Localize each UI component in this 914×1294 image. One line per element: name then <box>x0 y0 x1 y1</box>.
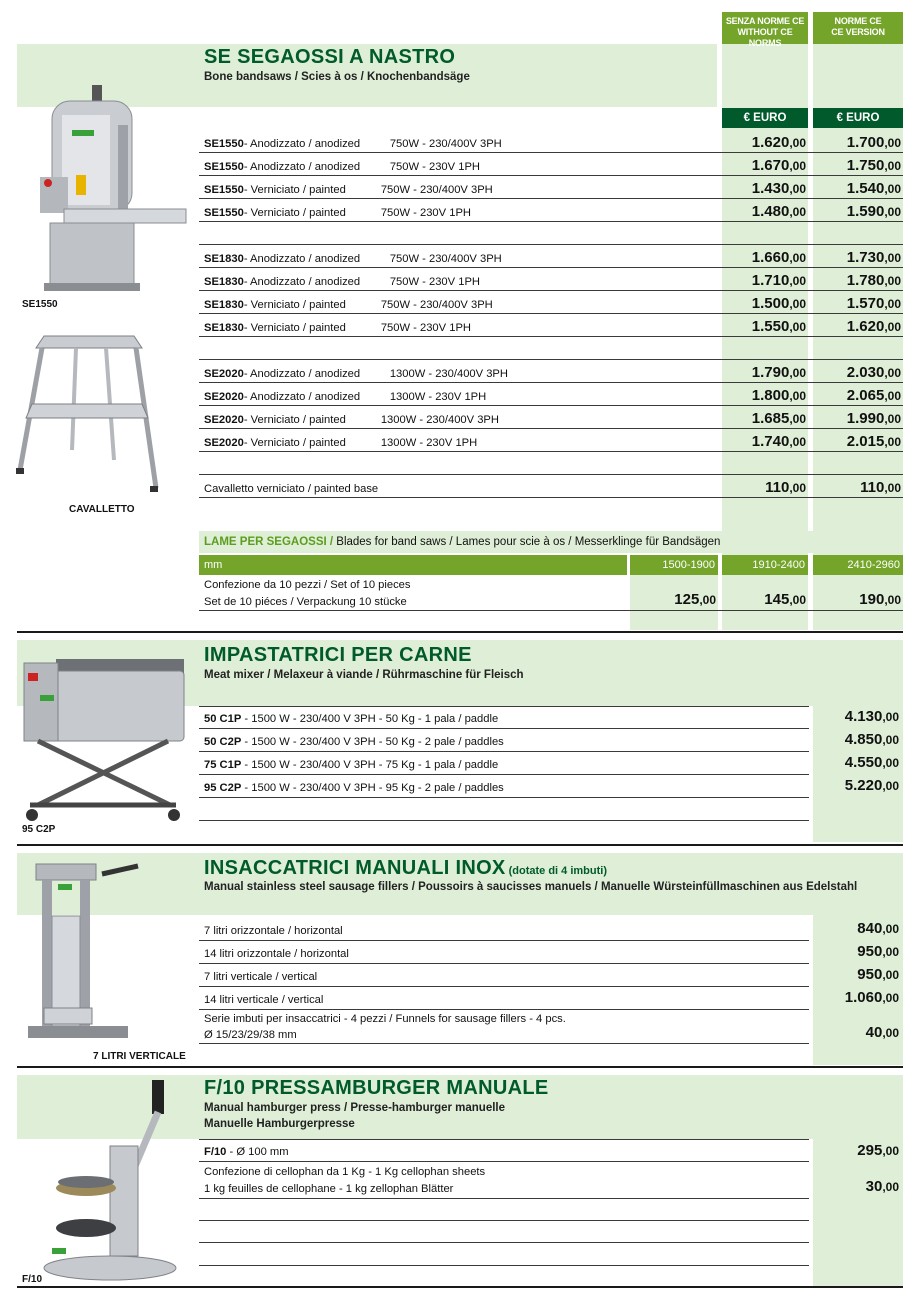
s1-line-blank-8 <box>199 359 903 360</box>
s2-row-1-price-value: 4.850 <box>844 731 883 748</box>
s4-line-5 <box>199 1265 809 1266</box>
s1-row-5-price2-value: 1.780 <box>846 272 885 289</box>
s1-row-3-price1 <box>722 203 806 221</box>
s1-row-9-price1-cents: ,00 <box>789 389 806 403</box>
s3-row-0: 7 litri orizzontale / horizontal <box>204 925 343 937</box>
s1-row-spec: 750W - 230V 1PH <box>380 207 471 219</box>
s1-row-desc: - Verniciato / painted <box>243 437 346 449</box>
s1-row-2-price2-value: 1.540 <box>846 180 885 197</box>
s1-row-1-price1-cents: ,00 <box>789 159 806 173</box>
s3-row-2-price-value: 950 <box>857 966 883 983</box>
funnels-price: 40,00 <box>865 1024 899 1041</box>
s1-line-8 <box>199 382 903 383</box>
s1-line-2 <box>199 198 903 199</box>
s3-row-3-price <box>813 989 899 1007</box>
s1-row-2-price1 <box>722 180 806 198</box>
s3-row-0-price-value: 840 <box>857 920 883 937</box>
s1-row-3-price1-value: 1.480 <box>751 203 790 220</box>
s1-row-10-price1-value: 1.685 <box>751 410 790 427</box>
s1-row-10 <box>204 413 499 427</box>
blades-range-2: 1910-2400 <box>722 555 808 575</box>
section1-title: SE SEGAOSSI A NASTRO <box>204 46 456 68</box>
s1-row-11 <box>204 436 477 450</box>
s1-row-2 <box>204 183 493 197</box>
filler-caption: 7 LITRI VERTICALE <box>93 1051 186 1062</box>
s1-row-4-price1 <box>722 249 806 267</box>
s2-row-desc: - 1500 W - 230/400 V 3PH - 50 Kg - 2 pale / paddles <box>241 736 504 748</box>
s1-row-spec: 1300W - 230/400V 3PH <box>389 368 508 380</box>
s1-row-0-price2 <box>813 134 901 152</box>
s1-row-spec: 750W - 230/400V 3PH <box>389 253 502 265</box>
blades-range-1: 1500-1900 <box>630 555 718 575</box>
s1-row-8-price2 <box>813 364 901 382</box>
s2-row-2 <box>204 758 498 772</box>
s1-row-11-price1 <box>722 433 806 451</box>
s1-row-8 <box>204 367 508 381</box>
s1-row-desc: - Anodizzato / anodized <box>243 276 361 288</box>
stand-image <box>14 330 164 500</box>
cellophan-line2: 1 kg feuilles de cellophane - 1 kg zellophan Blätter <box>204 1183 454 1195</box>
s2-row-0-price-cents: ,00 <box>882 710 899 724</box>
s1-row-6-price1 <box>722 295 806 313</box>
s1-row-model: SE1550 <box>204 138 244 150</box>
s1-row-8-price2-value: 2.030 <box>846 364 885 381</box>
s2-line-2 <box>199 774 809 775</box>
s4-line-0 <box>199 1139 809 1140</box>
s1-row-desc: - Anodizzato / anodized <box>243 253 361 265</box>
s1-row-3 <box>204 206 471 220</box>
s1-row-4-price2-value: 1.730 <box>846 249 885 266</box>
s3-row-1-price <box>813 943 899 961</box>
s1-row-5-price2-cents: ,00 <box>884 274 901 288</box>
s2-row-2-price <box>813 754 899 772</box>
s2-row-model: 75 C1P <box>204 759 242 771</box>
s1-row-desc: - Verniciato / painted <box>243 414 346 426</box>
s1-row-11-price1-cents: ,00 <box>789 435 806 449</box>
s1-row-desc: - Verniciato / painted <box>243 184 346 196</box>
s1-row-spec: 750W - 230V 1PH <box>380 322 471 334</box>
cellophan-price: 30,00 <box>865 1178 899 1195</box>
s3-row-3-price-cents: ,00 <box>882 991 899 1005</box>
section4-subtitle1: Manual hamburger press / Presse-hamburger manuelle <box>204 1102 506 1114</box>
s1-row-8-price2-cents: ,00 <box>884 366 901 380</box>
s1-row-spec: 1300W - 230V 1PH <box>389 391 487 403</box>
s1-row-model: SE1830 <box>204 299 244 311</box>
funnels-line1: Serie imbuti per insaccatrici - 4 pezzi / Funnels for sausage fillers - 4 pcs. <box>204 1013 566 1025</box>
press-caption: F/10 <box>22 1274 43 1285</box>
s1-row-8-price1 <box>722 364 806 382</box>
s1-row-spec: 750W - 230V 1PH <box>389 161 480 173</box>
s1-row-0 <box>204 137 502 151</box>
s1-row-model: SE1550 <box>204 207 244 219</box>
base-price2 <box>813 479 901 497</box>
s1-line-1 <box>199 175 903 176</box>
s1-row-11-price2-value: 2.015 <box>846 433 885 450</box>
s1-row-desc: - Anodizzato / anodized <box>243 391 361 403</box>
s1-row-spec: 750W - 230/400V 3PH <box>389 138 502 150</box>
s1-row-model: SE1830 <box>204 322 244 334</box>
s1-row-model: SE2020 <box>204 414 244 426</box>
s2-line-end <box>199 820 809 821</box>
s1-row-4-price1-value: 1.660 <box>751 249 790 266</box>
s3-row-2-price <box>813 966 899 984</box>
s1-row-2-price2-cents: ,00 <box>884 182 901 196</box>
s1-row-desc: - Anodizzato / anodized <box>243 161 361 173</box>
s3-row-2: 7 litri verticale / vertical <box>204 971 318 983</box>
s1-row-6 <box>204 298 493 312</box>
s1-row-2-price1-value: 1.430 <box>751 180 790 197</box>
section3-subtitle: Manual stainless steel sausage fillers / Poussoirs à saucisses manuels / Manuelle Würsteinfüllmaschinen aus Edelstahl <box>204 881 858 893</box>
s3-row-0-price-cents: ,00 <box>882 922 899 936</box>
s1-row-11-price1-value: 1.740 <box>751 433 790 450</box>
s1-row-6-price2-cents: ,00 <box>884 297 901 311</box>
s1-row-9 <box>204 390 486 404</box>
s1-row-6-price2 <box>813 295 901 313</box>
s1-row-model: SE1830 <box>204 253 244 265</box>
s2-row-0-price <box>813 708 899 726</box>
s3-row-1-price-cents: ,00 <box>882 945 899 959</box>
s1-row-6-price1-value: 1.500 <box>751 295 790 312</box>
s1-row-5 <box>204 275 480 289</box>
s1-row-1-price2 <box>813 157 901 175</box>
s1-line-10 <box>199 428 903 429</box>
s1-row-4 <box>204 252 502 266</box>
s1-row-spec: 1300W - 230/400V 3PH <box>380 414 499 426</box>
s1-row-2-price2 <box>813 180 901 198</box>
separator-1 <box>17 631 903 633</box>
s1-row-5-price2 <box>813 272 901 290</box>
mixer-caption: 95 C2P <box>22 824 56 835</box>
s1-row-7-price1 <box>722 318 806 336</box>
s1-row-desc: - Anodizzato / anodized <box>243 138 361 150</box>
s2-row-desc: - 1500 W - 230/400 V 3PH - 95 Kg - 2 pale / paddles <box>241 782 504 794</box>
header-without-ce: SENZA NORME CE WITHOUT CE NORMS <box>722 12 808 44</box>
section2-col-bg <box>813 706 903 842</box>
hamburger-press-image <box>40 1078 182 1284</box>
s1-row-1-price2-value: 1.750 <box>846 157 885 174</box>
f10-row: F/10 - Ø 100 mm <box>204 1146 289 1158</box>
s1-line-blank-end <box>199 474 903 475</box>
s1-row-model: SE2020 <box>204 391 244 403</box>
s1-row-7 <box>204 321 471 335</box>
s2-line-3 <box>199 797 809 798</box>
s1-row-desc: - Verniciato / painted <box>243 207 346 219</box>
section1-subtitle: Bone bandsaws / Scies à os / Knochenbandsäge <box>204 71 470 83</box>
section4-col-bg <box>813 1139 903 1287</box>
section4-subtitle2: Manuelle Hamburgerpresse <box>204 1118 355 1130</box>
base-price2-cents: ,00 <box>884 481 901 495</box>
s3-line-2 <box>199 986 809 987</box>
section2-subtitle: Meat mixer / Melaxeur à viande / Rührmaschine für Fleisch <box>204 669 524 681</box>
s3-row-2-price-cents: ,00 <box>882 968 899 982</box>
stand-caption: CAVALLETTO <box>69 504 135 515</box>
s2-row-desc: - 1500 W - 230/400 V 3PH - 75 Kg - 1 pala / paddle <box>241 759 499 771</box>
s1-row-10-price2-cents: ,00 <box>884 412 901 426</box>
s1-row-9-price1-value: 1.800 <box>751 387 790 404</box>
blades-price-2: 145,00 <box>764 591 806 608</box>
s1-row-7-price1-cents: ,00 <box>789 320 806 334</box>
s1-row-4-price2 <box>813 249 901 267</box>
s1-row-4-price1-cents: ,00 <box>789 251 806 265</box>
euro-label-1: € EURO <box>722 108 808 128</box>
s3-row-1: 14 litri orizzontale / horizontal <box>204 948 349 960</box>
meat-mixer-image <box>18 655 190 830</box>
base-row: Cavalletto verniciato / painted base <box>204 483 379 495</box>
s1-row-10-price1 <box>722 410 806 428</box>
s1-row-6-price1-cents: ,00 <box>789 297 806 311</box>
s1-row-0-price1 <box>722 134 806 152</box>
s3-line-0 <box>199 940 809 941</box>
bandsaw-caption: SE1550 <box>22 299 58 310</box>
bandsaw-image <box>22 85 190 300</box>
s1-row-3-price2 <box>813 203 901 221</box>
s2-line-1 <box>199 751 809 752</box>
blades-price-3: 190,00 <box>859 591 901 608</box>
s2-row-3-price <box>813 777 899 795</box>
s4-line-3 <box>199 1220 809 1221</box>
s2-line-0 <box>199 728 809 729</box>
s1-line-4 <box>199 267 903 268</box>
s1-row-spec: 750W - 230V 1PH <box>389 276 480 288</box>
s1-row-desc: - Verniciato / painted <box>243 322 346 334</box>
s1-row-9-price2-value: 2.065 <box>846 387 885 404</box>
funnels-line2: Ø 15/23/29/38 mm <box>204 1029 297 1041</box>
s2-row-3-price-cents: ,00 <box>882 779 899 793</box>
s2-row-model: 95 C2P <box>204 782 242 794</box>
section2-title: IMPASTATRICI PER CARNE <box>204 644 472 666</box>
s1-row-model: SE1550 <box>204 184 244 196</box>
blades-row-line <box>199 610 903 611</box>
s1-row-1-price2-cents: ,00 <box>884 159 901 173</box>
sausage-filler-image <box>18 858 148 1050</box>
blades-line2: Set de 10 piéces / Verpackung 10 stücke <box>204 596 407 608</box>
s1-row-10-price2-value: 1.990 <box>846 410 885 427</box>
s1-row-3-price2-cents: ,00 <box>884 205 901 219</box>
s1-row-7-price1-value: 1.550 <box>751 318 790 335</box>
s1-line-11 <box>199 451 903 452</box>
s1-row-0-price1-value: 1.620 <box>751 134 790 151</box>
base-price2-value: 110 <box>860 479 885 496</box>
blades-range-3: 2410-2960 <box>813 555 903 575</box>
s2-row-desc: - 1500 W - 230/400 V 3PH - 50 Kg - 1 pala / paddle <box>241 713 499 725</box>
s2-row-0 <box>204 712 498 726</box>
euro-label-2: € EURO <box>813 108 903 128</box>
base-price1-value: 110 <box>765 479 790 496</box>
s1-row-5-price1 <box>722 272 806 290</box>
blades-subtitle: Blades for band saws / Lames pour scie à os / Messerklinge für Bandsägen <box>333 536 721 548</box>
s1-row-desc: - Verniciato / painted <box>243 299 346 311</box>
s1-row-7-price2-cents: ,00 <box>884 320 901 334</box>
s2-row-model: 50 C1P <box>204 713 242 725</box>
blades-title: LAME PER SEGAOSSI / <box>204 536 334 548</box>
separator-2 <box>17 844 903 846</box>
s1-row-model: SE1550 <box>204 161 244 173</box>
blades-mm-label: mm <box>199 555 627 575</box>
s1-row-model: SE1830 <box>204 276 244 288</box>
s1-row-model: SE2020 <box>204 437 244 449</box>
s1-row-7-price2 <box>813 318 901 336</box>
s1-row-spec: 750W - 230/400V 3PH <box>380 299 493 311</box>
s1-row-desc: - Anodizzato / anodized <box>243 368 361 380</box>
s1-row-1 <box>204 160 480 174</box>
s2-row-2-price-cents: ,00 <box>882 756 899 770</box>
s1-row-9-price1 <box>722 387 806 405</box>
s3-row-3: 14 litri verticale / vertical <box>204 994 324 1006</box>
s2-row-1-price-cents: ,00 <box>882 733 899 747</box>
s1-row-2-price1-cents: ,00 <box>789 182 806 196</box>
s1-row-3-price1-cents: ,00 <box>789 205 806 219</box>
header-ce-version: NORME CE CE VERSION <box>813 12 903 44</box>
s1-row-10-price1-cents: ,00 <box>789 412 806 426</box>
s1-row-11-price2-cents: ,00 <box>884 435 901 449</box>
s1-row-7-price2-value: 1.620 <box>846 318 885 335</box>
s1-line-0 <box>199 152 903 153</box>
base-price1 <box>722 479 806 497</box>
s2-row-0-price-value: 4.130 <box>844 708 883 725</box>
s1-row-4-price2-cents: ,00 <box>884 251 901 265</box>
s4-line-2 <box>199 1198 809 1199</box>
s2-row-2-price-value: 4.550 <box>844 754 883 771</box>
s4-line-4 <box>199 1242 809 1243</box>
s1-row-9-price2 <box>813 387 901 405</box>
s1-row-model: SE2020 <box>204 368 244 380</box>
f10-price: 295,00 <box>857 1142 899 1159</box>
s3-row-0-price <box>813 920 899 938</box>
funnels-row-line <box>199 1043 809 1044</box>
s3-line-1 <box>199 963 809 964</box>
s1-row-0-price2-value: 1.700 <box>846 134 885 151</box>
s2-row-3-price-value: 5.220 <box>844 777 883 794</box>
s1-row-spec: 750W - 230/400V 3PH <box>380 184 493 196</box>
s3-row-1-price-value: 950 <box>857 943 883 960</box>
s4-line-1 <box>199 1161 809 1162</box>
s1-row-8-price1-cents: ,00 <box>789 366 806 380</box>
s3-line-3 <box>199 1009 809 1010</box>
s1-row-spec: 1300W - 230V 1PH <box>380 437 478 449</box>
s1-line-6 <box>199 313 903 314</box>
s1-row-11-price2 <box>813 433 901 451</box>
s3-row-3-price-value: 1.060 <box>844 989 883 1006</box>
s1-row-8-price1-value: 1.790 <box>751 364 790 381</box>
s1-row-1-price1-value: 1.670 <box>751 157 790 174</box>
s1-row-0-price2-cents: ,00 <box>884 136 901 150</box>
s1-line-base <box>199 497 903 498</box>
s1-line-blank-4 <box>199 244 903 245</box>
s1-line-5 <box>199 290 903 291</box>
s1-row-5-price1-cents: ,00 <box>789 274 806 288</box>
blades-line1: Confezione da 10 pezzi / Set of 10 pieces <box>204 579 411 591</box>
s1-line-9 <box>199 405 903 406</box>
blades-header <box>199 531 903 553</box>
s2-row-model: 50 C2P <box>204 736 242 748</box>
s1-row-3-price2-value: 1.590 <box>846 203 885 220</box>
cellophan-line1: Confezione di cellophan da 1 Kg - 1 Kg cellophan sheets <box>204 1166 486 1178</box>
s2-row-1 <box>204 735 504 749</box>
s1-row-10-price2 <box>813 410 901 428</box>
s1-row-1-price1 <box>722 157 806 175</box>
s1-row-0-price1-cents: ,00 <box>789 136 806 150</box>
s1-row-5-price1-value: 1.710 <box>751 272 790 289</box>
s2-row-1-price <box>813 731 899 749</box>
blades-price-1: 125,00 <box>674 591 716 608</box>
s2-line-top <box>199 706 809 707</box>
base-price1-cents: ,00 <box>789 481 806 495</box>
separator-3 <box>17 1066 903 1068</box>
s1-row-9-price2-cents: ,00 <box>884 389 901 403</box>
section4-title: F/10 PRESSAMBURGER MANUALE <box>204 1077 549 1099</box>
separator-4 <box>17 1286 903 1288</box>
s1-line-3 <box>199 221 903 222</box>
section3-title: INSACCATRICI MANUALI INOX (dotate di 4 imbuti) <box>204 857 608 879</box>
s1-line-7 <box>199 336 903 337</box>
s1-row-6-price2-value: 1.570 <box>846 295 885 312</box>
s2-row-3 <box>204 781 504 795</box>
